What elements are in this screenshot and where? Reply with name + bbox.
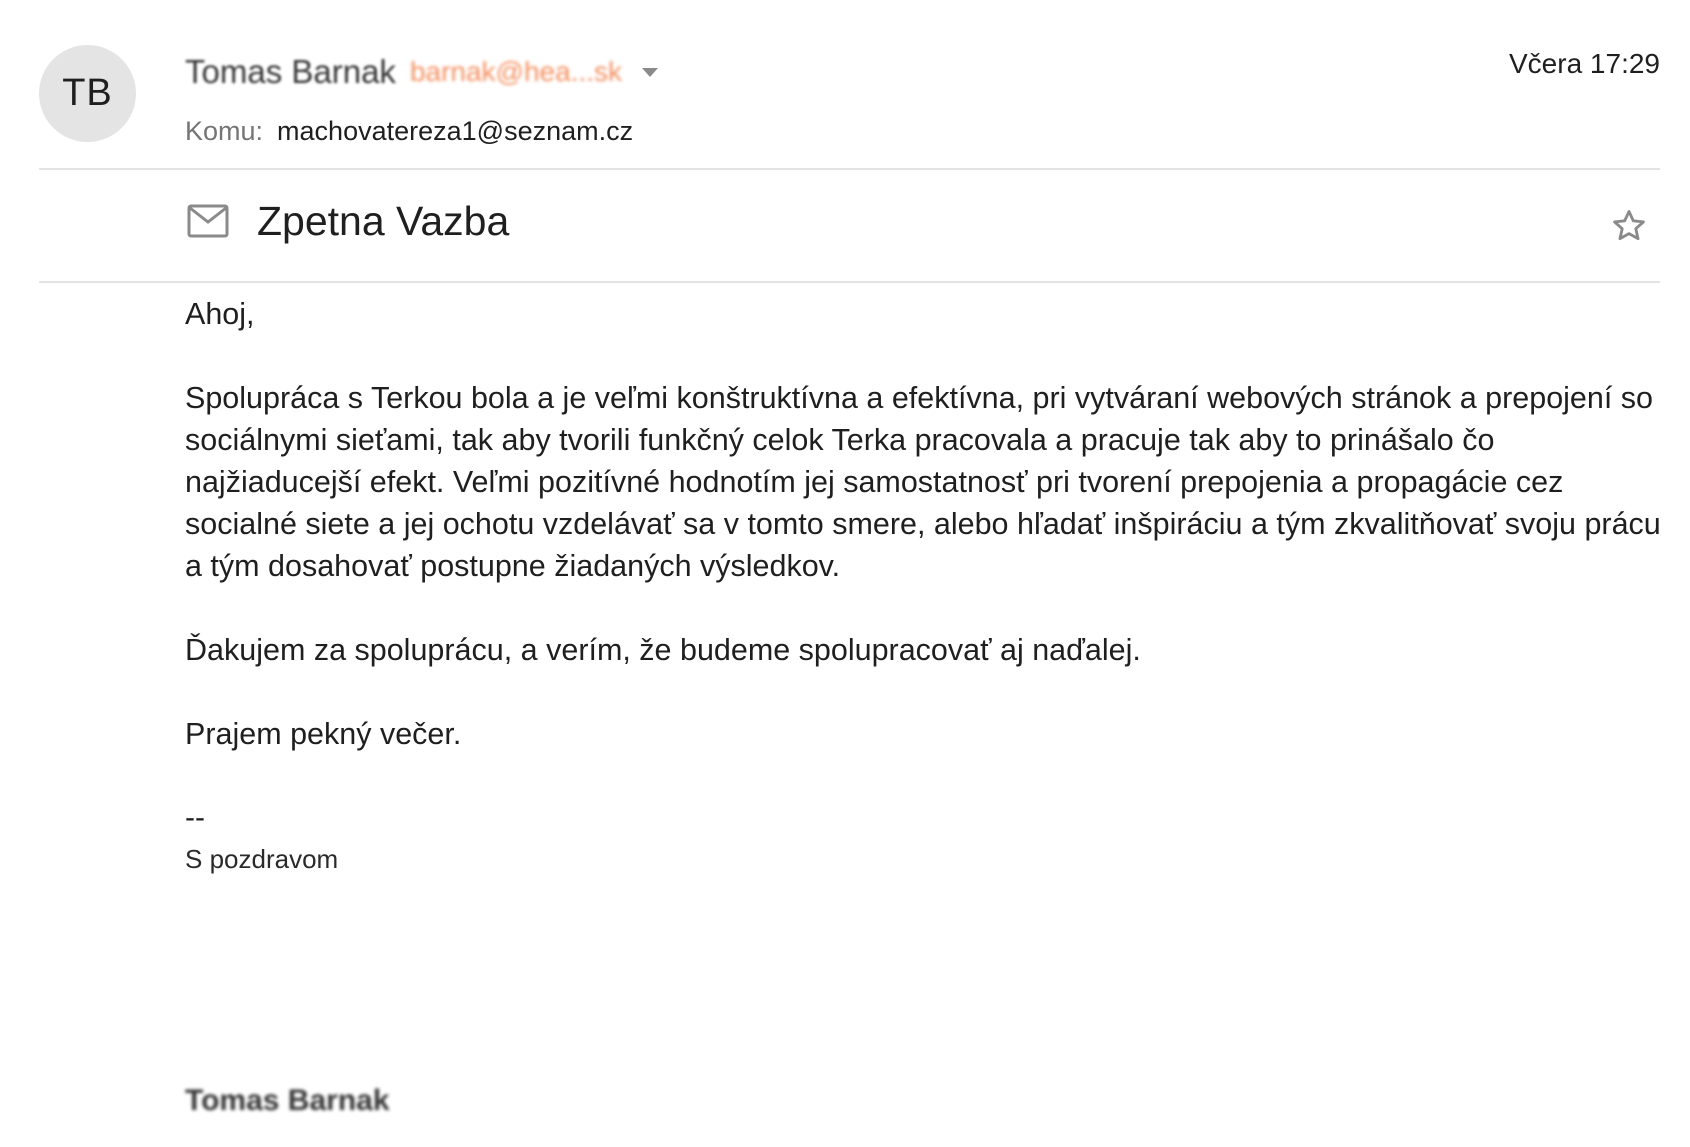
signature-separator: -- [185,801,205,834]
email-subject: Zpetna Vazba [257,198,510,244]
received-date: Včera 17:29 [1509,48,1660,79]
header-divider [39,168,1660,170]
signature-name: Tomas Barnak [185,1084,390,1117]
recipient-row [185,116,633,147]
star-outline-icon[interactable] [1610,207,1648,245]
email-body [185,293,1665,879]
sender-avatar[interactable]: TB [39,45,136,142]
body-paragraph-2: Ďakujem za spoluprácu, a verím, že budeme spolupracovať aj naďalej. [185,633,1141,667]
body-paragraph-1: Spolupráca s Terkou bola a je veľmi konštruktívna a efektívna, pri vytváraní webových stránok a prepojení so sociálnymi sieťami, tak aby tvorili funkčný celok Terka pracovala a pracuje tak aby to prinášalo čo najžiaducejší efekt. Veľmi pozitívné hodnotím jej samostatnosť pri tvorení prepojenia a propagácie cez socialné siete a jej ochotu vzdelávať sa v tomto smere, alebo hľadať inšpiráciu a tým zkvalitňovať svoju prácu a tým dosahovať postupne žiadaných výsledkov. [185,381,1661,583]
signature-greeting: S pozdravom [185,844,339,874]
sender-name[interactable]: Tomas Barnak [185,53,396,90]
closing-line: Prajem pekný večer. [185,717,462,751]
recipient-email[interactable]: machovatereza1@seznam.cz [277,116,634,146]
greeting: Ahoj, [185,297,255,331]
chevron-down-icon[interactable] [642,68,658,77]
subject-divider [39,281,1660,283]
sender-email[interactable]: barnak@hea...sk [409,56,623,87]
sender-row[interactable] [185,52,658,92]
recipient-label: Komu: [185,116,264,146]
envelope-icon [187,204,229,238]
